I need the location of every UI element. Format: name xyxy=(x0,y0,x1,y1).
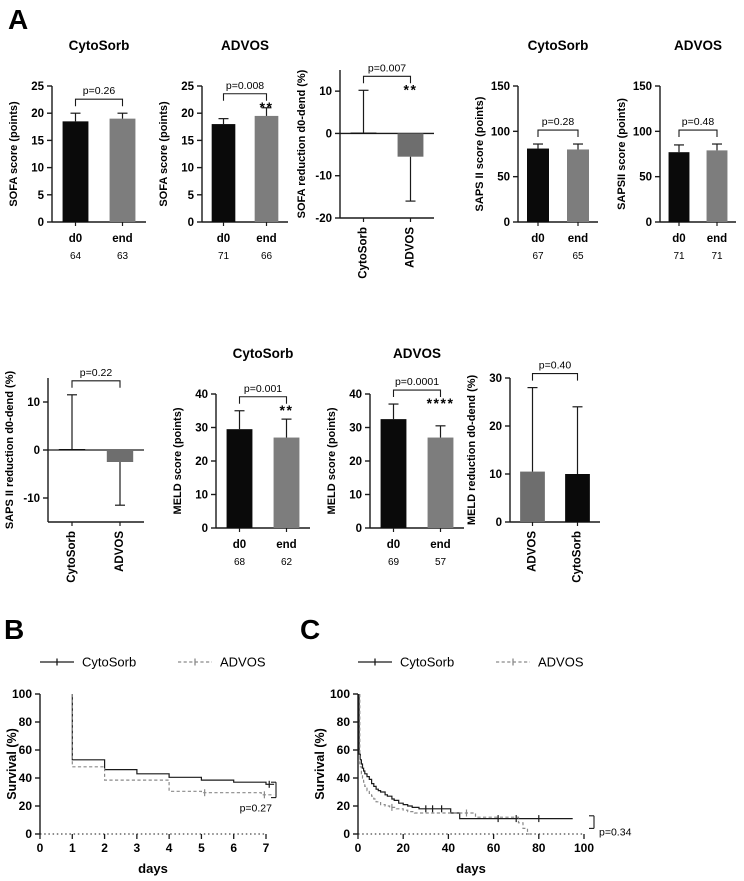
svg-text:20: 20 xyxy=(489,421,502,433)
svg-text:0: 0 xyxy=(33,445,40,457)
svg-text:1: 1 xyxy=(68,841,76,855)
svg-text:MELD score (points): MELD score (points) xyxy=(326,407,338,515)
svg-text:80: 80 xyxy=(18,715,32,729)
svg-text:0: 0 xyxy=(355,523,362,535)
svg-text:**: ** xyxy=(279,401,294,418)
svg-text:2: 2 xyxy=(101,841,108,855)
svg-text:end: end xyxy=(567,233,589,245)
svg-text:40: 40 xyxy=(349,389,362,401)
svg-text:SAPS II reduction d0-dend (%): SAPS II reduction d0-dend (%) xyxy=(4,370,16,530)
svg-text:20: 20 xyxy=(396,841,410,855)
svg-text:0: 0 xyxy=(25,827,32,841)
svg-text:ADVOS: ADVOS xyxy=(220,654,266,670)
svg-text:d0: d0 xyxy=(672,233,686,245)
svg-text:0: 0 xyxy=(645,217,652,229)
svg-text:65: 65 xyxy=(572,251,584,262)
svg-text:p=0.27: p=0.27 xyxy=(239,802,272,815)
panel-label-b: B xyxy=(4,614,25,645)
chart-svg-saps2-advos xyxy=(612,30,744,278)
chart-svg-saps2-reduction xyxy=(0,338,152,600)
svg-text:ADVOS: ADVOS xyxy=(538,654,584,670)
svg-text:ADVOS: ADVOS xyxy=(673,38,723,53)
svg-text:p=0.40: p=0.40 xyxy=(538,359,572,372)
svg-text:-10: -10 xyxy=(23,493,40,505)
chart-svg-meld-reduction xyxy=(462,338,608,600)
svg-text:SOFA score (points): SOFA score (points) xyxy=(158,101,170,207)
chart-saps2-reduction xyxy=(0,338,152,600)
svg-text:d0: d0 xyxy=(531,233,545,245)
svg-text:end: end xyxy=(256,233,277,245)
chart-sofa-reduction xyxy=(292,30,442,296)
svg-text:40: 40 xyxy=(18,771,32,785)
panel-label-a: A xyxy=(8,4,29,35)
svg-text:ADVOS: ADVOS xyxy=(526,531,539,572)
svg-text:10: 10 xyxy=(31,162,44,175)
svg-text:69: 69 xyxy=(387,557,400,568)
chart-sofa-cytosorb xyxy=(4,30,154,278)
svg-text:20: 20 xyxy=(181,108,194,121)
svg-text:50: 50 xyxy=(497,171,510,184)
svg-text:SOFA score (points): SOFA score (points) xyxy=(8,101,20,207)
svg-text:40: 40 xyxy=(195,389,208,401)
svg-text:71: 71 xyxy=(673,251,685,262)
svg-text:p=0.0001: p=0.0001 xyxy=(394,376,440,389)
svg-text:p=0.28: p=0.28 xyxy=(541,116,575,129)
svg-text:ADVOS: ADVOS xyxy=(220,38,270,53)
svg-text:20: 20 xyxy=(31,108,44,121)
svg-text:30: 30 xyxy=(195,422,208,435)
svg-text:days: days xyxy=(138,861,168,876)
svg-text:d0: d0 xyxy=(386,539,401,551)
svg-text:100: 100 xyxy=(490,126,510,139)
chart-svg-survival-100day xyxy=(308,640,642,878)
svg-text:57: 57 xyxy=(434,557,447,568)
svg-text:66: 66 xyxy=(260,251,273,262)
chart-svg-sofa-cytosorb xyxy=(4,30,154,278)
svg-text:0: 0 xyxy=(325,128,332,141)
svg-text:CytoSorb: CytoSorb xyxy=(527,38,589,53)
svg-text:62: 62 xyxy=(280,557,293,568)
svg-text:CytoSorb: CytoSorb xyxy=(232,346,294,361)
chart-meld-cytosorb xyxy=(168,338,318,584)
svg-text:60: 60 xyxy=(336,743,350,757)
svg-text:CytoSorb: CytoSorb xyxy=(82,654,137,670)
svg-text:0: 0 xyxy=(187,217,194,229)
svg-text:100: 100 xyxy=(329,687,350,701)
svg-text:150: 150 xyxy=(490,81,510,93)
svg-text:67: 67 xyxy=(532,251,544,262)
chart-meld-advos xyxy=(322,338,472,584)
chart-svg-survival-7day xyxy=(0,640,294,878)
chart-svg-meld-advos xyxy=(322,338,472,584)
svg-text:p=0.48: p=0.48 xyxy=(681,116,715,129)
svg-text:0: 0 xyxy=(343,827,350,841)
svg-text:80: 80 xyxy=(336,715,350,729)
svg-text:10: 10 xyxy=(319,86,332,99)
svg-text:100: 100 xyxy=(11,687,32,701)
chart-svg-sofa-advos xyxy=(154,30,296,278)
chart-survival-100day xyxy=(308,640,642,878)
svg-text:end: end xyxy=(430,539,451,551)
svg-text:****: **** xyxy=(426,395,455,412)
svg-text:80: 80 xyxy=(532,841,546,855)
svg-text:d0: d0 xyxy=(216,233,231,245)
svg-text:10: 10 xyxy=(27,397,40,409)
chart-svg-meld-cytosorb xyxy=(168,338,318,584)
chart-sofa-advos xyxy=(154,30,296,278)
svg-text:0: 0 xyxy=(503,217,510,229)
svg-text:-20: -20 xyxy=(315,213,332,225)
svg-text:**: ** xyxy=(259,98,274,115)
svg-text:SAPSII score (points): SAPSII score (points) xyxy=(616,98,628,210)
svg-text:4: 4 xyxy=(165,841,173,855)
svg-text:5: 5 xyxy=(187,189,194,202)
svg-text:20: 20 xyxy=(195,456,208,468)
svg-text:25: 25 xyxy=(31,81,44,93)
svg-text:p=0.008: p=0.008 xyxy=(225,79,265,92)
svg-text:end: end xyxy=(276,539,297,551)
svg-text:ADVOS: ADVOS xyxy=(114,531,126,572)
svg-text:15: 15 xyxy=(31,135,44,148)
panel-label-c: C xyxy=(300,614,321,645)
svg-text:30: 30 xyxy=(489,373,502,385)
svg-text:30: 30 xyxy=(349,422,362,435)
svg-text:days: days xyxy=(456,861,486,876)
svg-text:20: 20 xyxy=(336,799,350,813)
svg-text:100: 100 xyxy=(632,126,652,139)
svg-text:ADVOS: ADVOS xyxy=(404,227,417,268)
svg-text:Survival (%): Survival (%) xyxy=(313,728,327,800)
svg-text:end: end xyxy=(112,233,133,245)
svg-text:63: 63 xyxy=(116,251,129,262)
svg-text:CytoSorb: CytoSorb xyxy=(68,38,130,53)
svg-text:10: 10 xyxy=(181,162,194,175)
svg-text:100: 100 xyxy=(573,841,595,855)
svg-text:0: 0 xyxy=(354,841,362,855)
svg-text:CytoSorb: CytoSorb xyxy=(571,531,584,583)
svg-text:-10: -10 xyxy=(315,170,332,183)
svg-text:p=0.22: p=0.22 xyxy=(79,366,113,379)
svg-text:d0: d0 xyxy=(232,539,247,551)
svg-text:SAPS II score (points): SAPS II score (points) xyxy=(474,96,486,212)
svg-text:15: 15 xyxy=(181,135,194,148)
svg-text:p=0.007: p=0.007 xyxy=(367,62,407,75)
svg-text:5: 5 xyxy=(37,189,44,202)
svg-text:d0: d0 xyxy=(68,233,83,245)
svg-text:60: 60 xyxy=(486,841,501,855)
chart-svg-saps2-cytosorb xyxy=(470,30,606,278)
chart-saps2-cytosorb xyxy=(470,30,606,278)
svg-text:40: 40 xyxy=(336,771,350,785)
chart-meld-reduction xyxy=(462,338,608,600)
svg-text:20: 20 xyxy=(349,456,362,468)
svg-text:MELD score (points): MELD score (points) xyxy=(172,407,184,515)
svg-text:10: 10 xyxy=(195,489,208,502)
svg-text:68: 68 xyxy=(233,557,246,568)
svg-text:MELD reduction d0-dend (%): MELD reduction d0-dend (%) xyxy=(466,374,478,526)
svg-text:50: 50 xyxy=(639,171,652,184)
svg-text:0: 0 xyxy=(36,841,44,855)
chart-svg-sofa-reduction xyxy=(292,30,442,296)
svg-text:p=0.001: p=0.001 xyxy=(243,382,283,395)
svg-text:7: 7 xyxy=(262,841,270,855)
svg-text:p=0.34: p=0.34 xyxy=(599,826,632,839)
chart-survival-7day xyxy=(0,640,294,878)
svg-text:CytoSorb: CytoSorb xyxy=(66,531,78,583)
svg-text:0: 0 xyxy=(201,523,208,535)
svg-text:0: 0 xyxy=(37,217,44,229)
svg-text:60: 60 xyxy=(18,743,32,757)
svg-text:5: 5 xyxy=(198,841,205,855)
svg-text:CytoSorb: CytoSorb xyxy=(357,227,370,279)
svg-text:CytoSorb: CytoSorb xyxy=(400,654,455,670)
svg-text:10: 10 xyxy=(489,469,502,481)
svg-text:71: 71 xyxy=(217,251,230,262)
svg-text:6: 6 xyxy=(230,841,238,855)
svg-text:71: 71 xyxy=(711,251,723,262)
svg-text:0: 0 xyxy=(495,517,502,529)
svg-text:**: ** xyxy=(403,81,418,98)
svg-text:25: 25 xyxy=(181,81,194,93)
svg-text:10: 10 xyxy=(349,489,362,502)
svg-text:150: 150 xyxy=(632,81,652,93)
svg-text:SOFA reduction d0-dend (%): SOFA reduction d0-dend (%) xyxy=(296,69,308,219)
svg-text:3: 3 xyxy=(133,841,141,855)
chart-saps2-advos xyxy=(612,30,744,278)
svg-text:end: end xyxy=(706,233,728,245)
svg-text:64: 64 xyxy=(69,251,82,262)
svg-text:p=0.26: p=0.26 xyxy=(82,85,116,98)
svg-text:ADVOS: ADVOS xyxy=(392,346,442,361)
svg-text:20: 20 xyxy=(18,799,32,813)
svg-text:40: 40 xyxy=(441,841,456,855)
svg-text:Survival (%): Survival (%) xyxy=(5,728,19,800)
